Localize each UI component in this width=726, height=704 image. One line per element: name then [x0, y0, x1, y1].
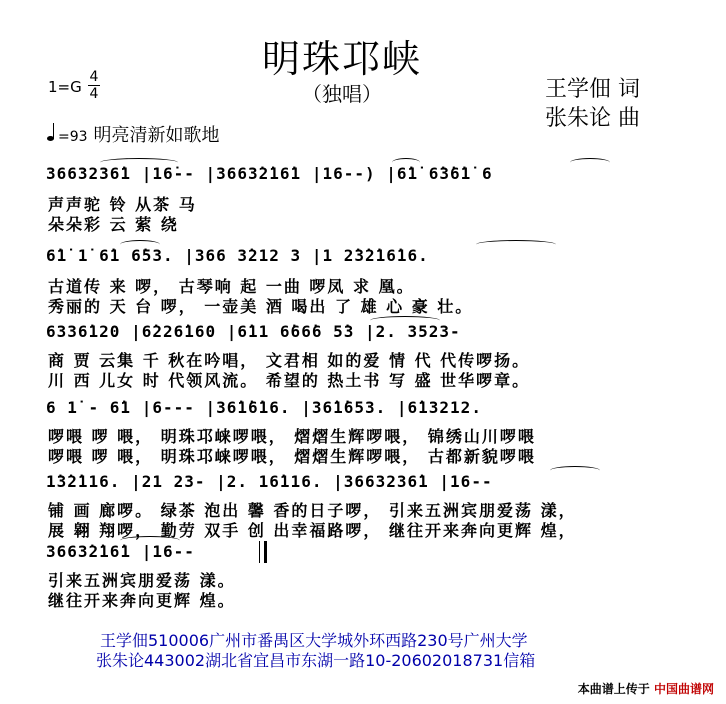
page-title: 明珠邛峡 — [262, 37, 423, 81]
lyric-row-4a: 啰喂 啰 喂， 明珠邛崃啰喂， 熠熠生辉啰喂， 锦绣山川啰喂 — [48, 427, 536, 446]
composer-credit: 张朱论 曲 — [545, 106, 640, 131]
tempo-marking — [47, 121, 220, 147]
contact-lyricist: 王学佃510006广州市番禺区大学城外环西路230号广州大学 — [100, 631, 528, 650]
contact-composer: 张朱论443002湖北省宜昌市东湖一路10-20602018731信箱 — [96, 651, 536, 670]
final-barline-thick — [264, 541, 267, 563]
time-signature — [88, 70, 100, 101]
lyricist-credit: 王学佃 词 — [545, 77, 640, 102]
quarter-note-icon — [47, 123, 56, 141]
lyric-row-5a: 铺 画 廊啰。 绿茶 泡出 馨 香的日子啰， 引来五洲宾朋爱荡 漾， — [48, 501, 577, 520]
slur-mark — [370, 316, 440, 325]
slur-mark — [476, 240, 556, 249]
lyric-row-6b: 继往开来奔向更辉 煌。 — [48, 591, 236, 610]
score-row-1: 3663236̇1 |16̇-- |3663̇2̇16̇1 |16--) |6̇1̇ 6̇3̇6̇1̇ 6 — [46, 164, 493, 183]
score-row-3: 6336̇120 |6̇226̇160 |6̇11 6̇66̇6 5̇3 |2. 3523- — [46, 322, 461, 341]
lyric-row-5b: 展 翱 翔啰， 勤劳 双手 创 出幸福路啰， 继往开来奔向更辉 煌， — [48, 521, 577, 540]
slur-mark — [120, 536, 180, 545]
page-subtitle: （独唱） — [302, 82, 382, 106]
lyric-row-2a: 古道传 来 啰， 古琴响 起 一曲 啰凤 求 凰。 — [48, 277, 415, 296]
key-signature: 1=G — [48, 78, 82, 96]
score-row-5: 1̇3̇2̇116. |21 23- |2. 16̇116. |3663236̇1 |16-- — [46, 472, 493, 491]
slur-mark — [550, 466, 600, 475]
lyric-row-2b: 秀丽的 天 台 啰， 一壶美 酒 喝出 了 雄 心 豪 壮。 — [48, 297, 474, 316]
slur-mark — [120, 240, 160, 249]
score-row-4: 6 1̇ - 6̇1 |6--- |36̇1̇6̇16. |36̇1̇653. |6̇13212. — [46, 398, 482, 417]
lyric-row-1a: 声声驼 铃 从茶 马 — [48, 195, 197, 214]
final-barline-thin — [259, 541, 260, 563]
slur-mark — [100, 158, 178, 167]
time-signature-top: 4 — [89, 69, 99, 85]
score-row-2: 6̇1̇ 1̇ 6̇1 6̇53. |366 3̇212 3 |1 2̇3̇2̇16̇16. — [46, 246, 429, 265]
slur-mark — [392, 158, 420, 167]
tempo-bpm: =93 — [58, 129, 88, 145]
slur-mark — [570, 158, 610, 167]
time-signature-bottom: 4 — [89, 86, 99, 102]
lyric-row-4b: 啰喂 啰 喂， 明珠邛崃啰喂， 熠熠生辉啰喂， 古都新貌啰喂 — [48, 447, 536, 466]
lyric-row-3a: 商 贾 云集 千 秋在吟唱， 文君相 如的爱 情 代 代传啰扬。 — [48, 351, 531, 370]
site-logo[interactable]: 中国曲谱网 — [653, 682, 714, 696]
upload-text: 本曲谱上传于 — [577, 682, 650, 696]
lyric-row-3b: 川 西 儿女 时 代领风流。 希望的 热土书 写 盛 世华啰章。 — [48, 371, 531, 390]
tempo-description: 明亮清新如歌地 — [93, 125, 220, 146]
score-row-6: 3663̇2̇16̇1 |16-- — [46, 542, 195, 561]
lyric-row-6a: 引来五洲宾朋爱荡 漾。 — [48, 571, 236, 590]
site-footer — [578, 680, 714, 697]
lyric-row-1b: 朵朵彩 云 萦 绕 — [48, 215, 179, 234]
